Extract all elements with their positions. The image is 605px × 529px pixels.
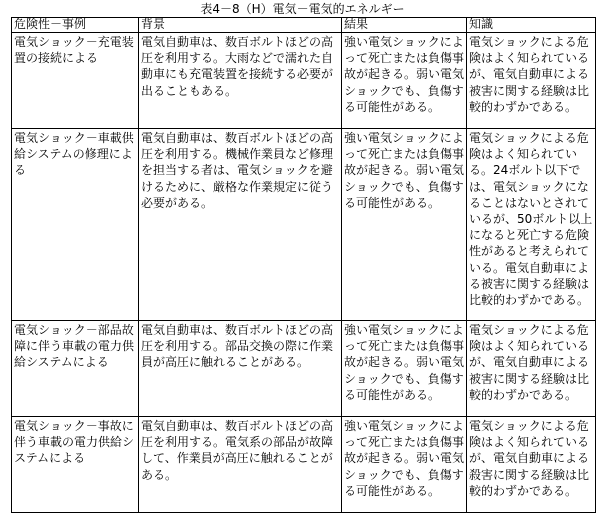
- cell-knowledge: 電気ショックによる危険はよく知られている。24ボルト以下では、電気ショックになることはないとされているが、50ボルト以上になると死亡する危険性があると考えられている。電気自動車による被害に関する経験は比較的わずかである。: [467, 129, 596, 321]
- header-background: 背景: [139, 18, 342, 33]
- table-row: [12, 321, 596, 417]
- cell-hazard: 電気ショック－充電装置の接続による: [12, 33, 139, 129]
- cell-hazard: 電気ショック－事故に伴う車載の電力供給システムによる: [12, 417, 139, 513]
- table-row: [12, 129, 596, 321]
- cell-background: 電気自動車は、数百ボルトほどの高圧を利用する。電気系の部品が故障して、作業員が高圧に触れることがある。: [139, 417, 342, 513]
- cell-knowledge: 電気ショックによる危険はよく知られているが、電気自動車による被害に関する経験は比較的わずかである。: [467, 321, 596, 417]
- cell-background: 電気自動車は、数百ボルトほどの高圧を利用する。大雨などで濡れた自動車にも充電装置を接続する必要が出ることもある。: [139, 33, 342, 129]
- cell-knowledge: 電気ショックによる危険はよく知られているが、電気自動車による被害に関する経験は比較的わずかである。: [467, 33, 596, 129]
- table-title: 表4－8（H）電気－電気的エネルギー: [200, 2, 405, 16]
- header-result: 結果: [342, 18, 467, 33]
- table-row: [12, 33, 596, 129]
- cell-result: 強い電気ショックによって死亡または負傷事故が起きる。弱い電気ショックでも、負傷する可能性がある。: [342, 129, 467, 321]
- cell-result: 強い電気ショックによって死亡または負傷事故が起きる。弱い電気ショックでも、負傷する可能性がある。: [342, 417, 467, 513]
- cell-background: 電気自動車は、数百ボルトほどの高圧を利用する。機械作業員など修理を担当する者は、電気ショックを避けるために、厳格な作業規定に従う必要がある。: [139, 129, 342, 321]
- cell-hazard: 電気ショック－車載供給システムの修理による: [12, 129, 139, 321]
- header-knowledge: 知識: [467, 18, 596, 33]
- cell-background: 電気自動車は、数百ボルトほどの高圧を利用する。部品交換の際に作業員が高圧に触れることがある。: [139, 321, 342, 417]
- table-row: [12, 417, 596, 513]
- hazard-table: [11, 17, 596, 513]
- cell-hazard: 電気ショック－部品故障に伴う車載の電力供給システムによる: [12, 321, 139, 417]
- cell-knowledge: 電気ショックによる危険はよく知られているが、電気自動車による殺害に関する経験は比較的わずかである。: [467, 417, 596, 513]
- header-row: [12, 18, 596, 33]
- header-hazard: 危険性－事例: [12, 18, 139, 33]
- cell-result: 強い電気ショックによって死亡または負傷事故が起きる。弱い電気ショックでも、負傷する可能性がある。: [342, 33, 467, 129]
- cell-result: 強い電気ショックによって死亡または負傷事故が起きる。弱い電気ショックでも、負傷する可能性がある。: [342, 321, 467, 417]
